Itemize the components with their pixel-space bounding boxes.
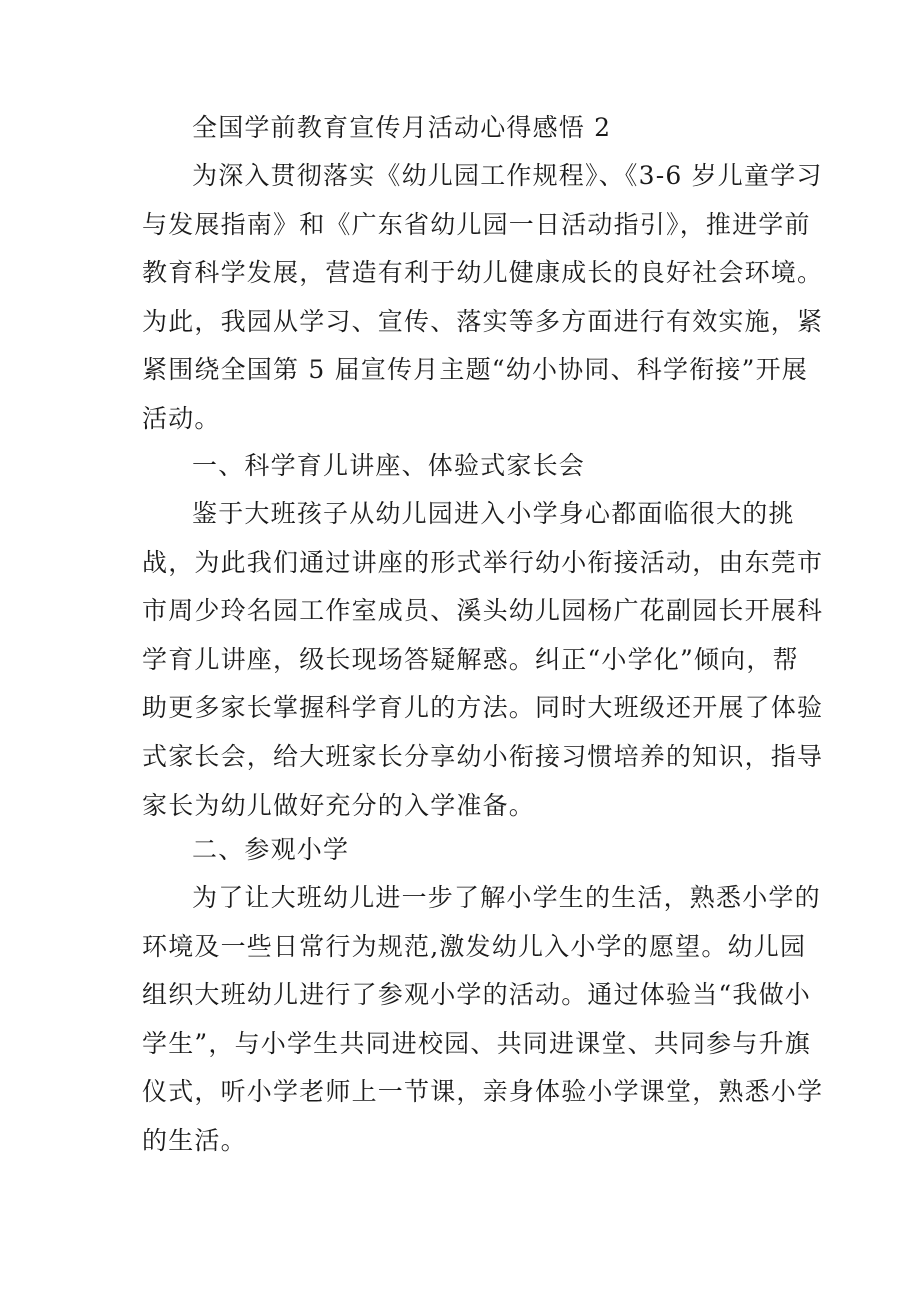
document-title-text: 全国学前教育宣传月活动心得感悟 2 xyxy=(192,113,612,142)
section-heading-1 xyxy=(142,442,784,491)
paragraph-3-line: 学生”，与小学生共同进校园、共同进课堂、共同参与升旗 xyxy=(142,1028,811,1058)
section-heading-2 xyxy=(142,826,784,875)
paragraph-3-line: 环境及一些日常行为规范,激发幼儿入小学的愿望。幼儿园 xyxy=(142,931,807,961)
paragraph-3-line: 的生活。 xyxy=(142,1125,247,1155)
paragraph-2-line: 战，为此我们通过讲座的形式举行幼小衔接活动，由东莞市 xyxy=(142,547,824,577)
paragraph-3-line: 组织大班幼儿进行了参观小学的活动。通过体验当“我做小 xyxy=(142,980,811,1010)
paragraph-3-line: 仪式，听小学老师上一节课，亲身体验小学课堂，熟悉小学 xyxy=(142,1077,824,1107)
paragraph-2-line: 式家长会，给大班家长分享幼小衔接习惯培养的知识，指导 xyxy=(142,741,824,771)
paragraph-2-line: 家长为幼儿做好充分的入学准备。 xyxy=(142,790,536,820)
paragraph-1-line: 与发展指南》和《广东省幼儿园一日活动指引》，推进学前 xyxy=(142,209,811,239)
paragraph-1-line: 为此，我园从学习、宣传、落实等多方面进行有效实施，紧 xyxy=(142,306,824,336)
section-heading-2-text: 二、参观小学 xyxy=(192,835,350,864)
paragraph-1 xyxy=(142,152,824,444)
paragraph-2-line: 助更多家长掌握科学育儿的方法。同时大班级还开展了体验 xyxy=(142,693,824,723)
paragraph-1-line: 紧围绕全国第 5 届宣传月主题“幼小协同、科学衔接”开展 xyxy=(142,355,808,385)
paragraph-1-line: 为深入贯彻落实《幼儿园工作规程》、《3-6 岁儿童学习 xyxy=(192,161,823,190)
paragraph-2 xyxy=(142,490,824,830)
section-heading-1-text: 一、科学育儿讲座、体验式家长会 xyxy=(192,451,586,480)
paragraph-1-line: 活动。 xyxy=(142,403,221,433)
paragraph-2-line: 市周少玲名园工作室成员、溪头幼儿园杨广花副园长开展科 xyxy=(142,596,824,626)
paragraph-2-line: 鉴于大班孩子从幼儿园进入小学身心都面临很大的挑 xyxy=(192,499,795,528)
paragraph-1-line: 教育科学发展，营造有利于幼儿健康成长的良好社会环境。 xyxy=(142,258,824,288)
document-title xyxy=(142,104,784,153)
paragraph-2-line: 学育儿讲座，级长现场答疑解惑。纠正“小学化”倾向，帮 xyxy=(142,644,799,674)
paragraph-3 xyxy=(142,874,824,1166)
paragraph-3-line: 为了让大班幼儿进一步了解小学生的生活，熟悉小学的 xyxy=(192,883,821,912)
